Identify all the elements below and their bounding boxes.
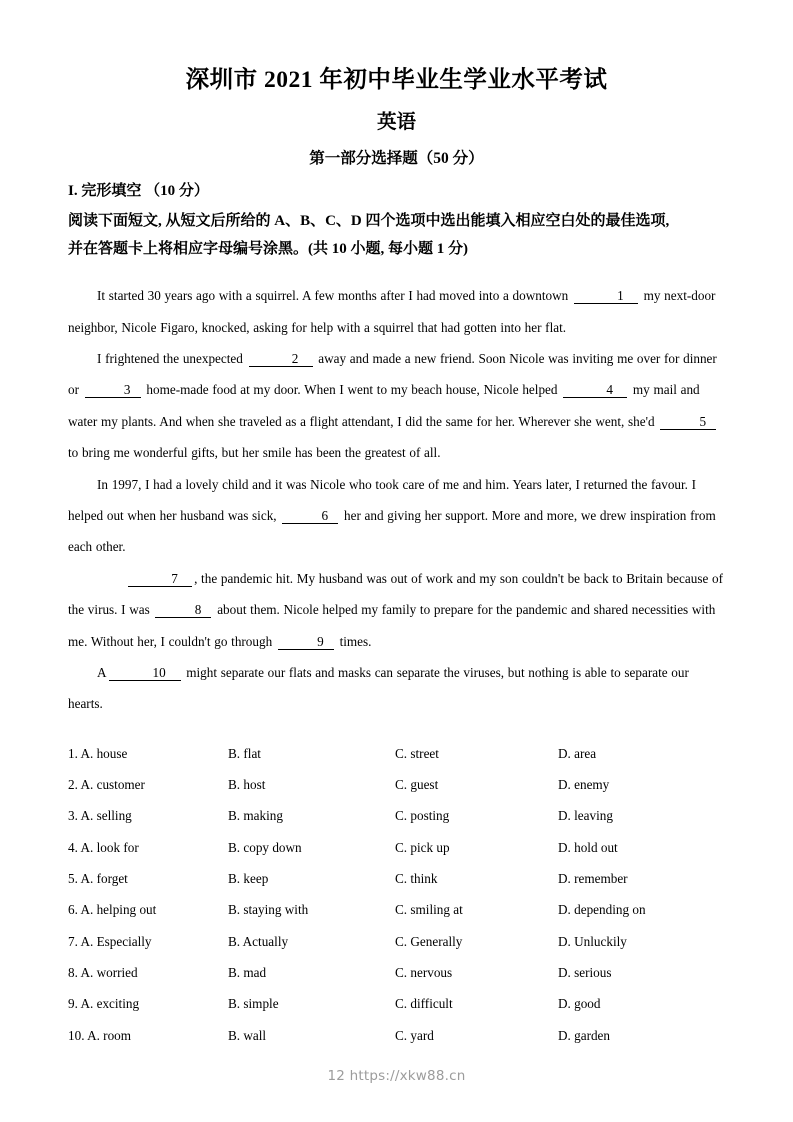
option-number: 1. <box>68 745 78 761</box>
option-row <box>68 832 725 863</box>
option-number: 10. <box>68 1027 85 1043</box>
option-c[interactable]: C. difficult <box>395 996 453 1012</box>
option-b[interactable]: B. copy down <box>228 839 302 855</box>
passage-text: It started 30 years ago with a squirrel. A few months after I had moved into a downtown <box>97 288 569 304</box>
blank-2[interactable]: 2 <box>249 352 313 367</box>
option-row <box>68 800 725 831</box>
option-a[interactable] <box>68 800 228 831</box>
option-d[interactable]: D. remember <box>558 871 628 887</box>
option-row <box>68 926 725 957</box>
passage-text: , the pandemic hit. My husband was out of work and my son couldn't be back to Britain because of the virus. I was <box>68 570 724 618</box>
page-title: 深圳市 2021 年初中毕业生学业水平考试 <box>185 67 608 93</box>
option-b[interactable]: B. host <box>228 777 266 793</box>
blank-5[interactable]: 5 <box>660 415 716 430</box>
part-heading: 第一部分选择题（50 分） <box>309 149 484 167</box>
passage-paragraph-2 <box>68 343 725 469</box>
option-number: 2. <box>68 777 78 793</box>
option-a[interactable] <box>68 863 228 894</box>
option-row <box>68 1020 725 1051</box>
option-d[interactable]: D. hold out <box>558 839 618 855</box>
option-number: 8. <box>68 964 78 980</box>
option-a[interactable] <box>68 738 228 769</box>
option-number: 4. <box>68 839 78 855</box>
option-d[interactable]: D. depending on <box>558 902 646 918</box>
option-c[interactable]: C. pick up <box>395 839 450 855</box>
option-label: A. Especially <box>80 933 152 949</box>
passage-paragraph-5 <box>68 657 725 720</box>
option-row <box>68 957 725 988</box>
option-b[interactable]: B. wall <box>228 1027 267 1043</box>
option-b[interactable]: B. making <box>228 808 283 824</box>
option-c[interactable]: C. smiling at <box>395 902 463 918</box>
passage-text: her and giving her support. More and more, we drew inspiration from each other. <box>68 508 716 555</box>
option-label: A. house <box>80 745 128 761</box>
passage-text: my next-door neighbor, Nicole Figaro, knocked, asking for help with a squirrel that had gotten into her flat. <box>68 288 716 335</box>
option-row <box>68 769 725 800</box>
option-label: A. look for <box>80 839 139 855</box>
option-number: 5. <box>68 871 78 887</box>
option-a[interactable] <box>68 926 228 957</box>
option-row <box>68 738 725 769</box>
option-d[interactable]: D. area <box>558 745 597 761</box>
option-number: 7. <box>68 933 78 949</box>
passage-text: my mail and water my plants. And when she traveled as a flight attendant, I did the same for her. Wherever she went, she'd <box>68 382 700 429</box>
option-b[interactable]: B. keep <box>228 871 269 887</box>
subject-title: 英语 <box>376 112 416 134</box>
footer-watermark: 12 https://xkw88.cn <box>327 1068 466 1084</box>
option-label: A. room <box>87 1027 132 1043</box>
option-number: 9. <box>68 996 78 1012</box>
section-heading: I. 完形填空 （10 分） <box>68 183 209 200</box>
option-c[interactable]: C. nervous <box>395 964 453 980</box>
passage-text: home-made food at my door. When I went to my beach house, Nicole helped <box>146 382 558 398</box>
section-header <box>68 168 725 264</box>
option-label: A. selling <box>80 808 132 824</box>
option-row <box>68 863 725 894</box>
option-b[interactable]: B. Actually <box>228 933 289 949</box>
option-b[interactable]: B. staying with <box>228 902 309 918</box>
passage-text: might separate our flats and masks can separate the viruses, but nothing is able to separate our hearts. <box>68 665 689 712</box>
option-b[interactable]: B. simple <box>228 996 279 1012</box>
directions-line-1: 阅读下面短文, 从短文后所给的 A、B、C、D 四个选项中选出能填入相应空白处的最佳选项, <box>68 212 670 229</box>
option-c[interactable]: C. posting <box>395 808 450 824</box>
option-c[interactable]: C. guest <box>395 777 439 793</box>
option-a[interactable] <box>68 894 228 925</box>
option-c[interactable]: C. Generally <box>395 933 463 949</box>
option-d[interactable]: D. enemy <box>558 777 610 793</box>
option-row <box>68 894 725 925</box>
option-number: 6. <box>68 902 78 918</box>
passage-text: to bring me wonderful gifts, but her smile has been the greatest of all. <box>68 445 441 461</box>
option-d[interactable]: D. leaving <box>558 808 613 824</box>
answer-options-list <box>68 720 725 1051</box>
option-a[interactable] <box>68 957 228 988</box>
option-label: A. customer <box>80 777 145 793</box>
option-a[interactable] <box>68 1020 228 1051</box>
passage-text: In 1997, I had a lovely child and it was Nicole who took care of me and him. Years later, I returned the favour. I helped out when her husband was sick, <box>68 476 697 524</box>
option-number: 3. <box>68 808 78 824</box>
option-b[interactable]: B. mad <box>228 964 267 980</box>
blank-3[interactable]: 3 <box>85 383 141 398</box>
passage-text: A <box>97 665 107 681</box>
option-c[interactable]: C. yard <box>395 1027 434 1043</box>
option-row <box>68 988 725 1019</box>
blank-1[interactable]: 1 <box>574 289 638 304</box>
passage-paragraph-4 <box>68 563 725 657</box>
option-d[interactable]: D. serious <box>558 964 612 980</box>
passage-text: away and made a new friend. Soon Nicole was inviting me over for dinner or <box>68 351 717 398</box>
blank-4[interactable]: 4 <box>563 383 627 398</box>
passage-text: about them. Nicole helped my family to prepare for the pandemic and shared necessities with me. Without her, I couldn't go through <box>68 602 716 649</box>
option-a[interactable] <box>68 832 228 863</box>
option-label: A. helping out <box>80 902 157 918</box>
option-label: A. worried <box>80 964 138 980</box>
passage-paragraph-3 <box>68 469 725 563</box>
blank-6[interactable]: 6 <box>282 509 338 524</box>
directions <box>68 201 725 265</box>
option-a[interactable] <box>68 988 228 1019</box>
option-d[interactable]: D. good <box>558 996 601 1012</box>
blank-9[interactable]: 9 <box>278 635 334 650</box>
option-c[interactable]: C. think <box>395 871 438 887</box>
directions-line-2: 并在答题卡上将相应字母编号涂黑。(共 10 小题, 每小题 1 分) <box>68 241 468 258</box>
passage-text: times. <box>339 633 372 649</box>
passage-text: I frightened the unexpected <box>97 351 243 366</box>
blank-10[interactable]: 10 <box>109 666 181 681</box>
option-a[interactable] <box>68 769 228 800</box>
blank-7[interactable]: 7 <box>128 572 192 587</box>
option-b[interactable]: B. flat <box>228 745 261 761</box>
option-c[interactable]: C. street <box>395 745 439 761</box>
option-label: A. forget <box>80 871 128 887</box>
option-d[interactable]: D. garden <box>558 1027 610 1043</box>
option-label: A. exciting <box>80 996 140 1012</box>
passage-paragraph-1 <box>68 280 725 343</box>
option-d[interactable]: D. Unluckily <box>558 933 627 949</box>
cloze-passage <box>68 264 725 720</box>
blank-8[interactable]: 8 <box>155 603 211 618</box>
